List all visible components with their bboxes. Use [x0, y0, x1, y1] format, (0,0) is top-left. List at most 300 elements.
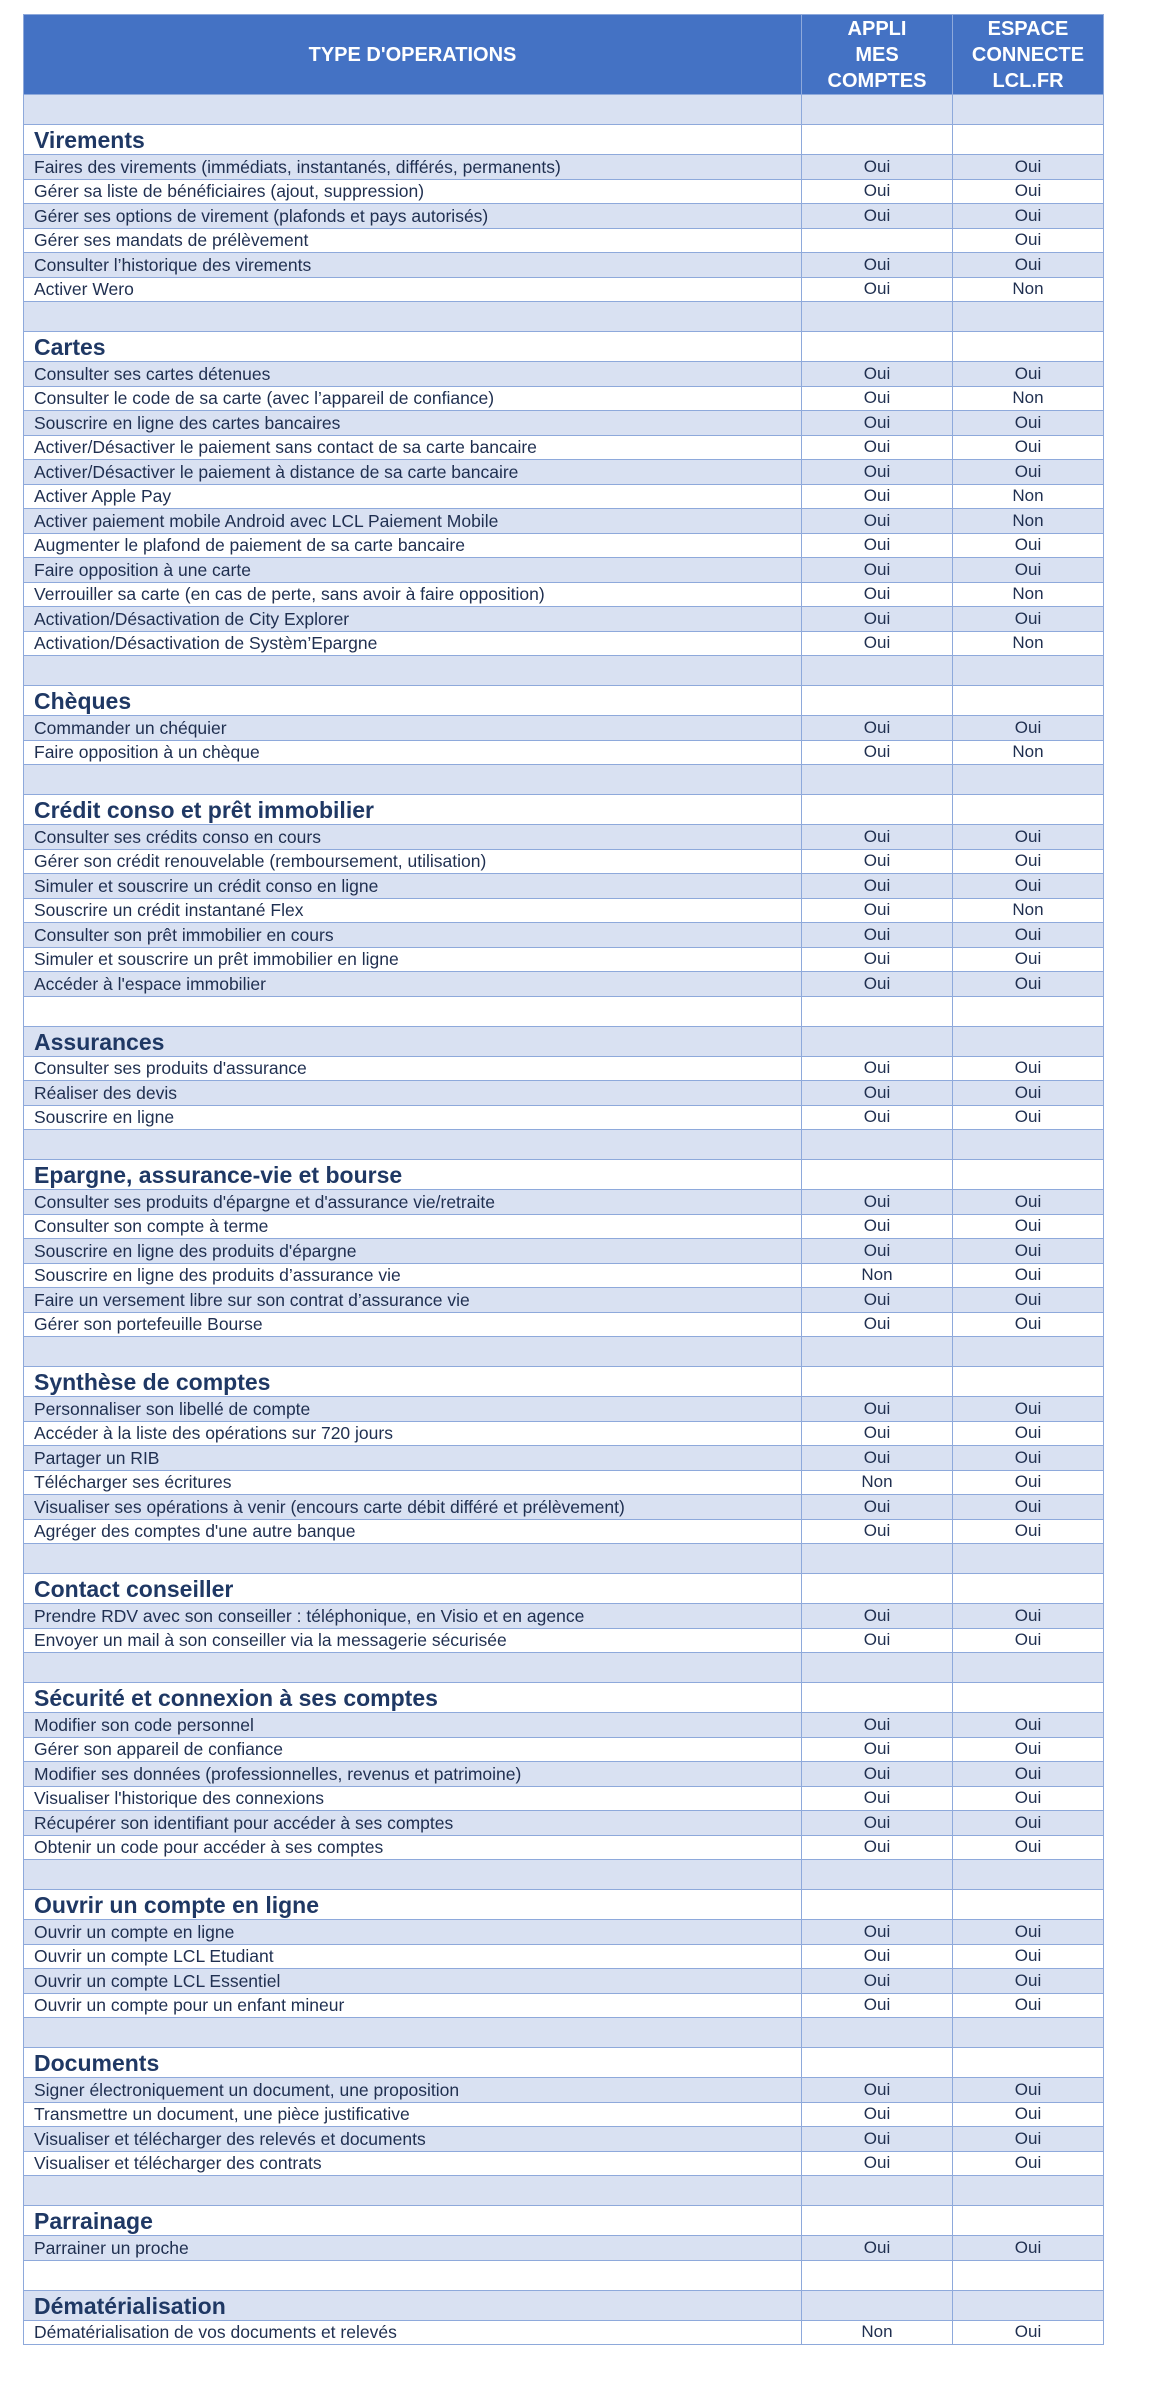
section-title: Epargne, assurance-vie et bourse — [24, 1160, 802, 1190]
operation-label: Transmettre un document, une pièce justificative — [24, 2102, 802, 2127]
empty-cell — [953, 125, 1104, 155]
web-availability: Non — [953, 509, 1104, 534]
web-availability: Oui — [953, 1835, 1104, 1860]
empty-cell — [802, 302, 953, 332]
header-appli-mes-comptes — [802, 15, 953, 95]
table-row — [24, 558, 1104, 583]
operation-label: Activation/Désactivation de City Explorer — [24, 607, 802, 632]
appli-availability: Oui — [802, 716, 953, 741]
header-espace-line: ESPACE — [987, 17, 1069, 40]
web-availability: Non — [953, 631, 1104, 656]
empty-cell — [953, 1653, 1104, 1683]
empty-cell — [953, 795, 1104, 825]
web-availability: Oui — [953, 1081, 1104, 1106]
empty-cell — [24, 1653, 802, 1683]
web-availability: Oui — [953, 825, 1104, 850]
header-appli-line: MES — [855, 43, 899, 66]
web-availability: Oui — [953, 1993, 1104, 2018]
empty-cell — [953, 1337, 1104, 1367]
table-row — [24, 1056, 1104, 1081]
spacer-row — [24, 2018, 1104, 2048]
appli-availability: Oui — [802, 1239, 953, 1264]
operation-label: Consulter l’historique des virements — [24, 253, 802, 278]
empty-cell — [802, 2048, 953, 2078]
table-row — [24, 460, 1104, 485]
appli-availability: Oui — [802, 1397, 953, 1422]
header-espace-connecte — [953, 15, 1104, 95]
appli-availability: Oui — [802, 1786, 953, 1811]
appli-availability: Oui — [802, 1628, 953, 1653]
web-availability: Oui — [953, 1495, 1104, 1520]
header-espace-line: CONNECTE — [971, 43, 1085, 66]
empty-cell — [24, 1544, 802, 1574]
empty-cell — [802, 332, 953, 362]
web-availability: Oui — [953, 1762, 1104, 1787]
appli-availability: Oui — [802, 1190, 953, 1215]
empty-cell — [953, 996, 1104, 1026]
appli-availability: Oui — [802, 179, 953, 204]
operation-label: Verrouiller sa carte (en cas de perte, sans avoir à faire opposition) — [24, 582, 802, 607]
table-row — [24, 1190, 1104, 1215]
table-row — [24, 849, 1104, 874]
appli-availability: Oui — [802, 2078, 953, 2103]
table-row — [24, 435, 1104, 460]
operation-label: Consulter ses produits d'assurance — [24, 1056, 802, 1081]
header-appli-line: COMPTES — [827, 69, 927, 92]
empty-cell — [24, 1337, 802, 1367]
appli-availability: Oui — [802, 1519, 953, 1544]
appli-availability: Oui — [802, 1993, 953, 2018]
operation-label: Consulter le code de sa carte (avec l’appareil de confiance) — [24, 386, 802, 411]
empty-cell — [953, 302, 1104, 332]
web-availability: Oui — [953, 607, 1104, 632]
empty-cell — [953, 2290, 1104, 2320]
operation-label: Souscrire en ligne des produits d'épargne — [24, 1239, 802, 1264]
appli-availability: Oui — [802, 582, 953, 607]
web-availability: Oui — [953, 1713, 1104, 1738]
empty-cell — [953, 1130, 1104, 1160]
table-row — [24, 2320, 1104, 2345]
operation-label: Consulter ses cartes détenues — [24, 362, 802, 387]
empty-cell — [24, 2018, 802, 2048]
operation-label: Obtenir un code pour accéder à ses comptes — [24, 1835, 802, 1860]
table-row — [24, 1944, 1104, 1969]
web-availability: Oui — [953, 1105, 1104, 1130]
appli-availability: Oui — [802, 1604, 953, 1629]
table-row — [24, 2127, 1104, 2152]
web-availability: Non — [953, 386, 1104, 411]
operation-label: Ouvrir un compte LCL Essentiel — [24, 1969, 802, 1994]
appli-availability: Oui — [802, 1056, 953, 1081]
operation-label: Télécharger ses écritures — [24, 1470, 802, 1495]
operation-label: Dématérialisation de vos documents et relevés — [24, 2320, 802, 2345]
appli-availability: Oui — [802, 1920, 953, 1945]
table-row — [24, 1713, 1104, 1738]
web-availability: Oui — [953, 923, 1104, 948]
appli-availability: Oui — [802, 460, 953, 485]
operation-label: Modifier son code personnel — [24, 1713, 802, 1738]
appli-availability: Oui — [802, 923, 953, 948]
appli-availability: Non — [802, 1263, 953, 1288]
table-row — [24, 1470, 1104, 1495]
section-header-row — [24, 2048, 1104, 2078]
table-row — [24, 2236, 1104, 2261]
web-availability: Oui — [953, 1470, 1104, 1495]
table-row — [24, 1397, 1104, 1422]
appli-availability: Oui — [802, 435, 953, 460]
operation-label: Activer/Désactiver le paiement à distance de sa carte bancaire — [24, 460, 802, 485]
table-row — [24, 2151, 1104, 2176]
appli-availability: Oui — [802, 2236, 953, 2261]
table-row — [24, 362, 1104, 387]
web-availability: Oui — [953, 972, 1104, 997]
empty-cell — [802, 1367, 953, 1397]
empty-cell — [24, 765, 802, 795]
table-row — [24, 1081, 1104, 1106]
operation-label: Activer paiement mobile Android avec LCL Paiement Mobile — [24, 509, 802, 534]
operation-label: Consulter son compte à terme — [24, 1214, 802, 1239]
operation-label: Activer Apple Pay — [24, 484, 802, 509]
web-availability: Oui — [953, 2078, 1104, 2103]
table-row — [24, 1993, 1104, 2018]
empty-cell — [953, 765, 1104, 795]
operation-label: Envoyer un mail à son conseiller via la messagerie sécurisée — [24, 1628, 802, 1653]
empty-cell — [953, 1367, 1104, 1397]
operation-label: Gérer ses options de virement (plafonds et pays autorisés) — [24, 204, 802, 229]
empty-cell — [802, 1574, 953, 1604]
section-title: Ouvrir un compte en ligne — [24, 1890, 802, 1920]
section-header-row — [24, 1026, 1104, 1056]
web-availability: Oui — [953, 1190, 1104, 1215]
table-row — [24, 386, 1104, 411]
spacer-row — [24, 765, 1104, 795]
operation-label: Prendre RDV avec son conseiller : téléphonique, en Visio et en agence — [24, 1604, 802, 1629]
web-availability: Oui — [953, 1628, 1104, 1653]
appli-availability — [802, 228, 953, 253]
empty-cell — [802, 2260, 953, 2290]
table-row — [24, 582, 1104, 607]
table-row — [24, 1920, 1104, 1945]
operations-table — [23, 14, 1104, 2345]
appli-availability: Oui — [802, 2127, 953, 2152]
web-availability: Oui — [953, 849, 1104, 874]
appli-availability: Oui — [802, 607, 953, 632]
appli-availability: Oui — [802, 972, 953, 997]
operation-label: Activer/Désactiver le paiement sans contact de sa carte bancaire — [24, 435, 802, 460]
web-availability: Oui — [953, 874, 1104, 899]
table-row — [24, 1835, 1104, 1860]
section-header-row — [24, 332, 1104, 362]
empty-cell — [802, 1653, 953, 1683]
empty-cell — [802, 2206, 953, 2236]
appli-availability: Oui — [802, 1762, 953, 1787]
operation-label: Activer Wero — [24, 277, 802, 302]
table-row — [24, 1969, 1104, 1994]
web-availability: Oui — [953, 533, 1104, 558]
section-title: Contact conseiller — [24, 1574, 802, 1604]
table-row — [24, 1288, 1104, 1313]
operation-label: Commander un chéquier — [24, 716, 802, 741]
operation-label: Faires des virements (immédiats, instantanés, différés, permanents) — [24, 155, 802, 180]
section-header-row — [24, 1367, 1104, 1397]
table-row — [24, 179, 1104, 204]
operation-label: Augmenter le plafond de paiement de sa carte bancaire — [24, 533, 802, 558]
web-availability: Oui — [953, 716, 1104, 741]
empty-cell — [953, 1574, 1104, 1604]
empty-cell — [802, 125, 953, 155]
table-row — [24, 607, 1104, 632]
appli-availability: Oui — [802, 849, 953, 874]
table-row — [24, 277, 1104, 302]
operation-label: Modifier ses données (professionnelles, revenus et patrimoine) — [24, 1762, 802, 1787]
section-title: Dématérialisation — [24, 2290, 802, 2320]
web-availability: Non — [953, 277, 1104, 302]
table-row — [24, 898, 1104, 923]
empty-cell — [802, 95, 953, 125]
empty-cell — [953, 2260, 1104, 2290]
operation-label: Souscrire en ligne des cartes bancaires — [24, 411, 802, 436]
table-row — [24, 1628, 1104, 1653]
section-title: Parrainage — [24, 2206, 802, 2236]
empty-cell — [953, 95, 1104, 125]
empty-cell — [802, 2290, 953, 2320]
appli-availability: Oui — [802, 1421, 953, 1446]
appli-availability: Oui — [802, 1105, 953, 1130]
empty-cell — [953, 1544, 1104, 1574]
empty-cell — [802, 1130, 953, 1160]
operation-label: Gérer son portefeuille Bourse — [24, 1312, 802, 1337]
empty-cell — [953, 2048, 1104, 2078]
web-availability: Oui — [953, 204, 1104, 229]
empty-cell — [24, 1130, 802, 1160]
operation-label: Réaliser des devis — [24, 1081, 802, 1106]
table-row — [24, 533, 1104, 558]
web-availability: Oui — [953, 1969, 1104, 1994]
section-title: Documents — [24, 2048, 802, 2078]
web-availability: Oui — [953, 558, 1104, 583]
section-title: Crédit conso et prêt immobilier — [24, 795, 802, 825]
section-header-row — [24, 2206, 1104, 2236]
operation-label: Consulter ses crédits conso en cours — [24, 825, 802, 850]
appli-availability: Oui — [802, 484, 953, 509]
appli-availability: Oui — [802, 1495, 953, 1520]
table-row — [24, 1105, 1104, 1130]
section-title: Chèques — [24, 686, 802, 716]
empty-cell — [953, 2206, 1104, 2236]
empty-cell — [802, 1683, 953, 1713]
operation-label: Souscrire un crédit instantané Flex — [24, 898, 802, 923]
empty-cell — [953, 332, 1104, 362]
operation-label: Souscrire en ligne des produits d’assurance vie — [24, 1263, 802, 1288]
web-availability: Oui — [953, 1604, 1104, 1629]
empty-cell — [802, 686, 953, 716]
header-espace-line: LCL.FR — [992, 69, 1064, 92]
empty-cell — [24, 1860, 802, 1890]
appli-availability: Oui — [802, 362, 953, 387]
operation-label: Faire un versement libre sur son contrat d’assurance vie — [24, 1288, 802, 1313]
appli-availability: Oui — [802, 1969, 953, 1994]
table-row — [24, 1421, 1104, 1446]
spacer-row — [24, 1130, 1104, 1160]
web-availability: Oui — [953, 1786, 1104, 1811]
web-availability: Oui — [953, 228, 1104, 253]
table-row — [24, 923, 1104, 948]
appli-availability: Oui — [802, 2151, 953, 2176]
spacer-row — [24, 1544, 1104, 1574]
web-availability: Oui — [953, 2236, 1104, 2261]
web-availability: Oui — [953, 1397, 1104, 1422]
operation-label: Gérer sa liste de bénéficiaires (ajout, suppression) — [24, 179, 802, 204]
web-availability: Oui — [953, 435, 1104, 460]
spacer-row — [24, 1860, 1104, 1890]
web-availability: Oui — [953, 1920, 1104, 1945]
empty-cell — [802, 1860, 953, 1890]
operation-label: Agréger des comptes d'une autre banque — [24, 1519, 802, 1544]
operation-label: Simuler et souscrire un prêt immobilier en ligne — [24, 947, 802, 972]
spacer-row — [24, 2176, 1104, 2206]
appli-availability: Oui — [802, 1713, 953, 1738]
table-row — [24, 1239, 1104, 1264]
web-availability: Oui — [953, 1214, 1104, 1239]
appli-availability: Oui — [802, 740, 953, 765]
empty-cell — [802, 2018, 953, 2048]
empty-cell — [953, 1683, 1104, 1713]
web-availability: Oui — [953, 1239, 1104, 1264]
empty-cell — [802, 996, 953, 1026]
empty-cell — [953, 2018, 1104, 2048]
section-header-row — [24, 1890, 1104, 1920]
web-availability: Oui — [953, 2102, 1104, 2127]
appli-availability: Oui — [802, 947, 953, 972]
appli-availability: Oui — [802, 277, 953, 302]
web-availability: Oui — [953, 1312, 1104, 1337]
empty-cell — [24, 95, 802, 125]
empty-cell — [802, 1160, 953, 1190]
table-row — [24, 484, 1104, 509]
web-availability: Non — [953, 582, 1104, 607]
section-title: Assurances — [24, 1026, 802, 1056]
web-availability: Oui — [953, 155, 1104, 180]
table-row — [24, 1786, 1104, 1811]
table-row — [24, 2102, 1104, 2127]
appli-availability: Oui — [802, 386, 953, 411]
web-availability: Non — [953, 898, 1104, 923]
operation-label: Ouvrir un compte pour un enfant mineur — [24, 1993, 802, 2018]
empty-cell — [953, 1026, 1104, 1056]
web-availability: Oui — [953, 2151, 1104, 2176]
section-title: Virements — [24, 125, 802, 155]
web-availability: Oui — [953, 1944, 1104, 1969]
operation-label: Accéder à la liste des opérations sur 720 jours — [24, 1421, 802, 1446]
appli-availability: Oui — [802, 204, 953, 229]
empty-cell — [24, 2260, 802, 2290]
appli-availability: Oui — [802, 1312, 953, 1337]
spacer-row — [24, 996, 1104, 1026]
operation-label: Faire opposition à une carte — [24, 558, 802, 583]
empty-cell — [24, 2176, 802, 2206]
spacer-row — [24, 1337, 1104, 1367]
appli-availability: Oui — [802, 155, 953, 180]
table-row — [24, 1811, 1104, 1836]
appli-availability: Oui — [802, 1944, 953, 1969]
empty-cell — [802, 1544, 953, 1574]
header-appli-line: APPLI — [847, 17, 907, 40]
appli-availability: Oui — [802, 825, 953, 850]
spacer-row — [24, 2260, 1104, 2290]
table-row — [24, 509, 1104, 534]
empty-cell — [953, 656, 1104, 686]
web-availability: Oui — [953, 1519, 1104, 1544]
operation-label: Signer électroniquement un document, une proposition — [24, 2078, 802, 2103]
appli-availability: Oui — [802, 1081, 953, 1106]
table-row — [24, 825, 1104, 850]
operation-label: Gérer ses mandats de prélèvement — [24, 228, 802, 253]
web-availability: Oui — [953, 460, 1104, 485]
operation-label: Simuler et souscrire un crédit conso en ligne — [24, 874, 802, 899]
operation-label: Consulter son prêt immobilier en cours — [24, 923, 802, 948]
operation-label: Personnaliser son libellé de compte — [24, 1397, 802, 1422]
operation-label: Gérer son appareil de confiance — [24, 1737, 802, 1762]
empty-cell — [802, 765, 953, 795]
section-header-row — [24, 2290, 1104, 2320]
section-title: Sécurité et connexion à ses comptes — [24, 1683, 802, 1713]
appli-availability: Oui — [802, 1737, 953, 1762]
table-row — [24, 1604, 1104, 1629]
web-availability: Oui — [953, 1056, 1104, 1081]
empty-cell — [24, 996, 802, 1026]
web-availability: Oui — [953, 2320, 1104, 2345]
table-row — [24, 631, 1104, 656]
operation-label: Consulter ses produits d'épargne et d'assurance vie/retraite — [24, 1190, 802, 1215]
appli-availability: Oui — [802, 533, 953, 558]
section-title: Cartes — [24, 332, 802, 362]
operation-label: Récupérer son identifiant pour accéder à ses comptes — [24, 1811, 802, 1836]
table-row — [24, 716, 1104, 741]
empty-cell — [802, 795, 953, 825]
section-header-row — [24, 125, 1104, 155]
table-row — [24, 947, 1104, 972]
appli-availability: Oui — [802, 253, 953, 278]
header-type-operations: TYPE D'OPERATIONS — [24, 15, 802, 95]
section-header-row — [24, 1683, 1104, 1713]
appli-availability: Non — [802, 2320, 953, 2345]
web-availability: Oui — [953, 1737, 1104, 1762]
table-row — [24, 228, 1104, 253]
appli-availability: Oui — [802, 898, 953, 923]
operation-label: Parrainer un proche — [24, 2236, 802, 2261]
appli-availability: Oui — [802, 2102, 953, 2127]
operation-label: Gérer son crédit renouvelable (remboursement, utilisation) — [24, 849, 802, 874]
appli-availability: Oui — [802, 874, 953, 899]
operation-label: Souscrire en ligne — [24, 1105, 802, 1130]
appli-availability: Oui — [802, 1288, 953, 1313]
operation-label: Ouvrir un compte en ligne — [24, 1920, 802, 1945]
table-row — [24, 1214, 1104, 1239]
table-row — [24, 1446, 1104, 1471]
web-availability: Oui — [953, 179, 1104, 204]
empty-cell — [953, 1860, 1104, 1890]
empty-cell — [953, 2176, 1104, 2206]
web-availability: Oui — [953, 947, 1104, 972]
empty-cell — [953, 1890, 1104, 1920]
operation-label: Activation/Désactivation de Systèm’Epargne — [24, 631, 802, 656]
table-row — [24, 1519, 1104, 1544]
section-header-row — [24, 1574, 1104, 1604]
appli-availability: Oui — [802, 1214, 953, 1239]
section-header-row — [24, 1160, 1104, 1190]
appli-availability: Oui — [802, 1446, 953, 1471]
table-header — [24, 15, 1104, 95]
